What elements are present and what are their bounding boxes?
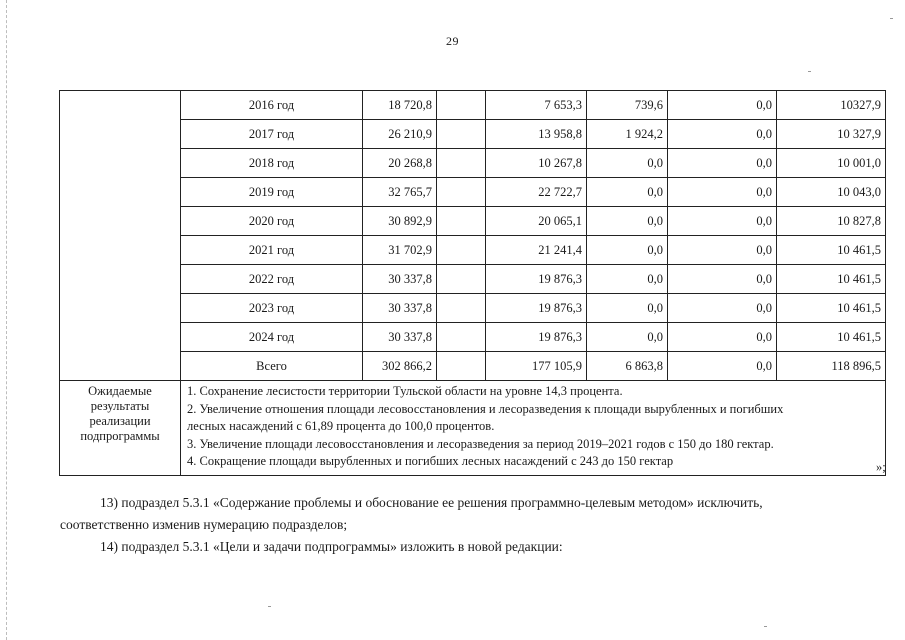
year-cell: 2023 год	[181, 294, 363, 323]
other-source-cell: 0,0	[668, 178, 777, 207]
federal-budget-cell: 10 461,5	[777, 323, 886, 352]
federal-budget-cell: 10 043,0	[777, 178, 886, 207]
body-paragraph	[60, 492, 860, 558]
table-row-total	[60, 352, 886, 381]
federal-budget-cell: 10327,9	[777, 91, 886, 120]
table-row	[60, 91, 886, 120]
table-row	[60, 323, 886, 352]
other-source-cell: 0,0	[668, 91, 777, 120]
local-budget-cell: 0,0	[587, 294, 668, 323]
table-row	[60, 149, 886, 178]
total-cell: 30 337,8	[363, 294, 437, 323]
blank-cell	[437, 265, 486, 294]
results-row	[60, 381, 886, 476]
scan-speck	[268, 606, 271, 607]
regional-budget-cell: 177 105,9	[486, 352, 587, 381]
other-source-cell: 0,0	[668, 265, 777, 294]
year-cell: 2021 год	[181, 236, 363, 265]
other-source-cell: 0,0	[668, 323, 777, 352]
scan-speck	[808, 71, 811, 72]
year-cell: 2020 год	[181, 207, 363, 236]
blank-cell	[437, 352, 486, 381]
total-cell: 30 337,8	[363, 323, 437, 352]
local-budget-cell: 0,0	[587, 149, 668, 178]
empty-label-cell	[60, 91, 181, 381]
results-item: 2. Увеличение отношения площади лесовосстановления и лесоразведения к площади вырубленных и погибших	[187, 401, 784, 416]
scan-margin-rule	[6, 0, 7, 640]
total-cell: 18 720,8	[363, 91, 437, 120]
other-source-cell: 0,0	[668, 149, 777, 178]
other-source-cell: 0,0	[668, 236, 777, 265]
local-budget-cell: 0,0	[587, 236, 668, 265]
local-budget-cell: 0,0	[587, 323, 668, 352]
federal-budget-cell: 10 327,9	[777, 120, 886, 149]
blank-cell	[437, 149, 486, 178]
results-item: 3. Увеличение площади лесовосстановления и лесоразведения за период 2019–2021 годов с 150 до 180 гектар.	[187, 436, 774, 451]
local-budget-cell: 1 924,2	[587, 120, 668, 149]
results-label-cell: Ожидаемые результаты реализации подпрограммы	[60, 381, 181, 476]
other-source-cell: 0,0	[668, 294, 777, 323]
results-item: 4. Сокращение площади вырубленных и погибших лесных насаждений с 243 до 150 гектар	[187, 454, 674, 468]
page-number: 29	[446, 34, 459, 48]
total-cell: 31 702,9	[363, 236, 437, 265]
year-cell: 2024 год	[181, 323, 363, 352]
local-budget-cell: 0,0	[587, 207, 668, 236]
regional-budget-cell: 13 958,8	[486, 120, 587, 149]
local-budget-cell: 0,0	[587, 265, 668, 294]
regional-budget-cell: 7 653,3	[486, 91, 587, 120]
year-cell: 2019 год	[181, 178, 363, 207]
paragraph-line: 14) подраздел 5.3.1 «Цели и задачи подпрограммы» изложить в новой редакции:	[100, 539, 563, 554]
regional-budget-cell: 21 241,4	[486, 236, 587, 265]
closing-quote-mark: »;	[876, 460, 886, 474]
scan-speck	[890, 18, 893, 19]
table-row	[60, 265, 886, 294]
table-row	[60, 236, 886, 265]
paragraph-line: соответственно изменив нумерацию подразделов;	[60, 517, 348, 532]
other-source-cell: 0,0	[668, 207, 777, 236]
total-cell: 26 210,9	[363, 120, 437, 149]
federal-budget-cell: 118 896,5	[777, 352, 886, 381]
other-source-cell: 0,0	[668, 120, 777, 149]
other-source-cell: 0,0	[668, 352, 777, 381]
blank-cell	[437, 323, 486, 352]
federal-budget-cell: 10 461,5	[777, 236, 886, 265]
table-row	[60, 207, 886, 236]
total-label-cell: Всего	[181, 352, 363, 381]
federal-budget-cell: 10 461,5	[777, 294, 886, 323]
total-cell: 302 866,2	[363, 352, 437, 381]
regional-budget-cell: 19 876,3	[486, 294, 587, 323]
local-budget-cell: 6 863,8	[587, 352, 668, 381]
total-cell: 20 268,8	[363, 149, 437, 178]
blank-cell	[437, 178, 486, 207]
total-cell: 30 337,8	[363, 265, 437, 294]
blank-cell	[437, 294, 486, 323]
table-row	[60, 120, 886, 149]
year-cell: 2017 год	[181, 120, 363, 149]
financing-table	[59, 90, 886, 476]
results-item: лесных насаждений с 61,89 процента до 100,0 процентов.	[187, 419, 495, 433]
table-row	[60, 294, 886, 323]
regional-budget-cell: 19 876,3	[486, 265, 587, 294]
paragraph-line: 13) подраздел 5.3.1 «Содержание проблемы и обоснование ее решения программно-целевым методом» исключить,	[100, 495, 763, 510]
scan-speck	[764, 626, 767, 627]
table-row	[60, 178, 886, 207]
total-cell: 30 892,9	[363, 207, 437, 236]
blank-cell	[437, 120, 486, 149]
year-cell: 2016 год	[181, 91, 363, 120]
local-budget-cell: 0,0	[587, 178, 668, 207]
federal-budget-cell: 10 827,8	[777, 207, 886, 236]
regional-budget-cell: 10 267,8	[486, 149, 587, 178]
year-cell: 2022 год	[181, 265, 363, 294]
blank-cell	[437, 91, 486, 120]
federal-budget-cell: 10 461,5	[777, 265, 886, 294]
regional-budget-cell: 20 065,1	[486, 207, 587, 236]
blank-cell	[437, 236, 486, 265]
financing-table-body	[60, 91, 886, 476]
year-cell: 2018 год	[181, 149, 363, 178]
regional-budget-cell: 22 722,7	[486, 178, 587, 207]
total-cell: 32 765,7	[363, 178, 437, 207]
federal-budget-cell: 10 001,0	[777, 149, 886, 178]
results-body-cell	[181, 381, 886, 476]
results-item: 1. Сохранение лесистости территории Тульской области на уровне 14,3 процента.	[187, 384, 623, 398]
blank-cell	[437, 207, 486, 236]
regional-budget-cell: 19 876,3	[486, 323, 587, 352]
local-budget-cell: 739,6	[587, 91, 668, 120]
